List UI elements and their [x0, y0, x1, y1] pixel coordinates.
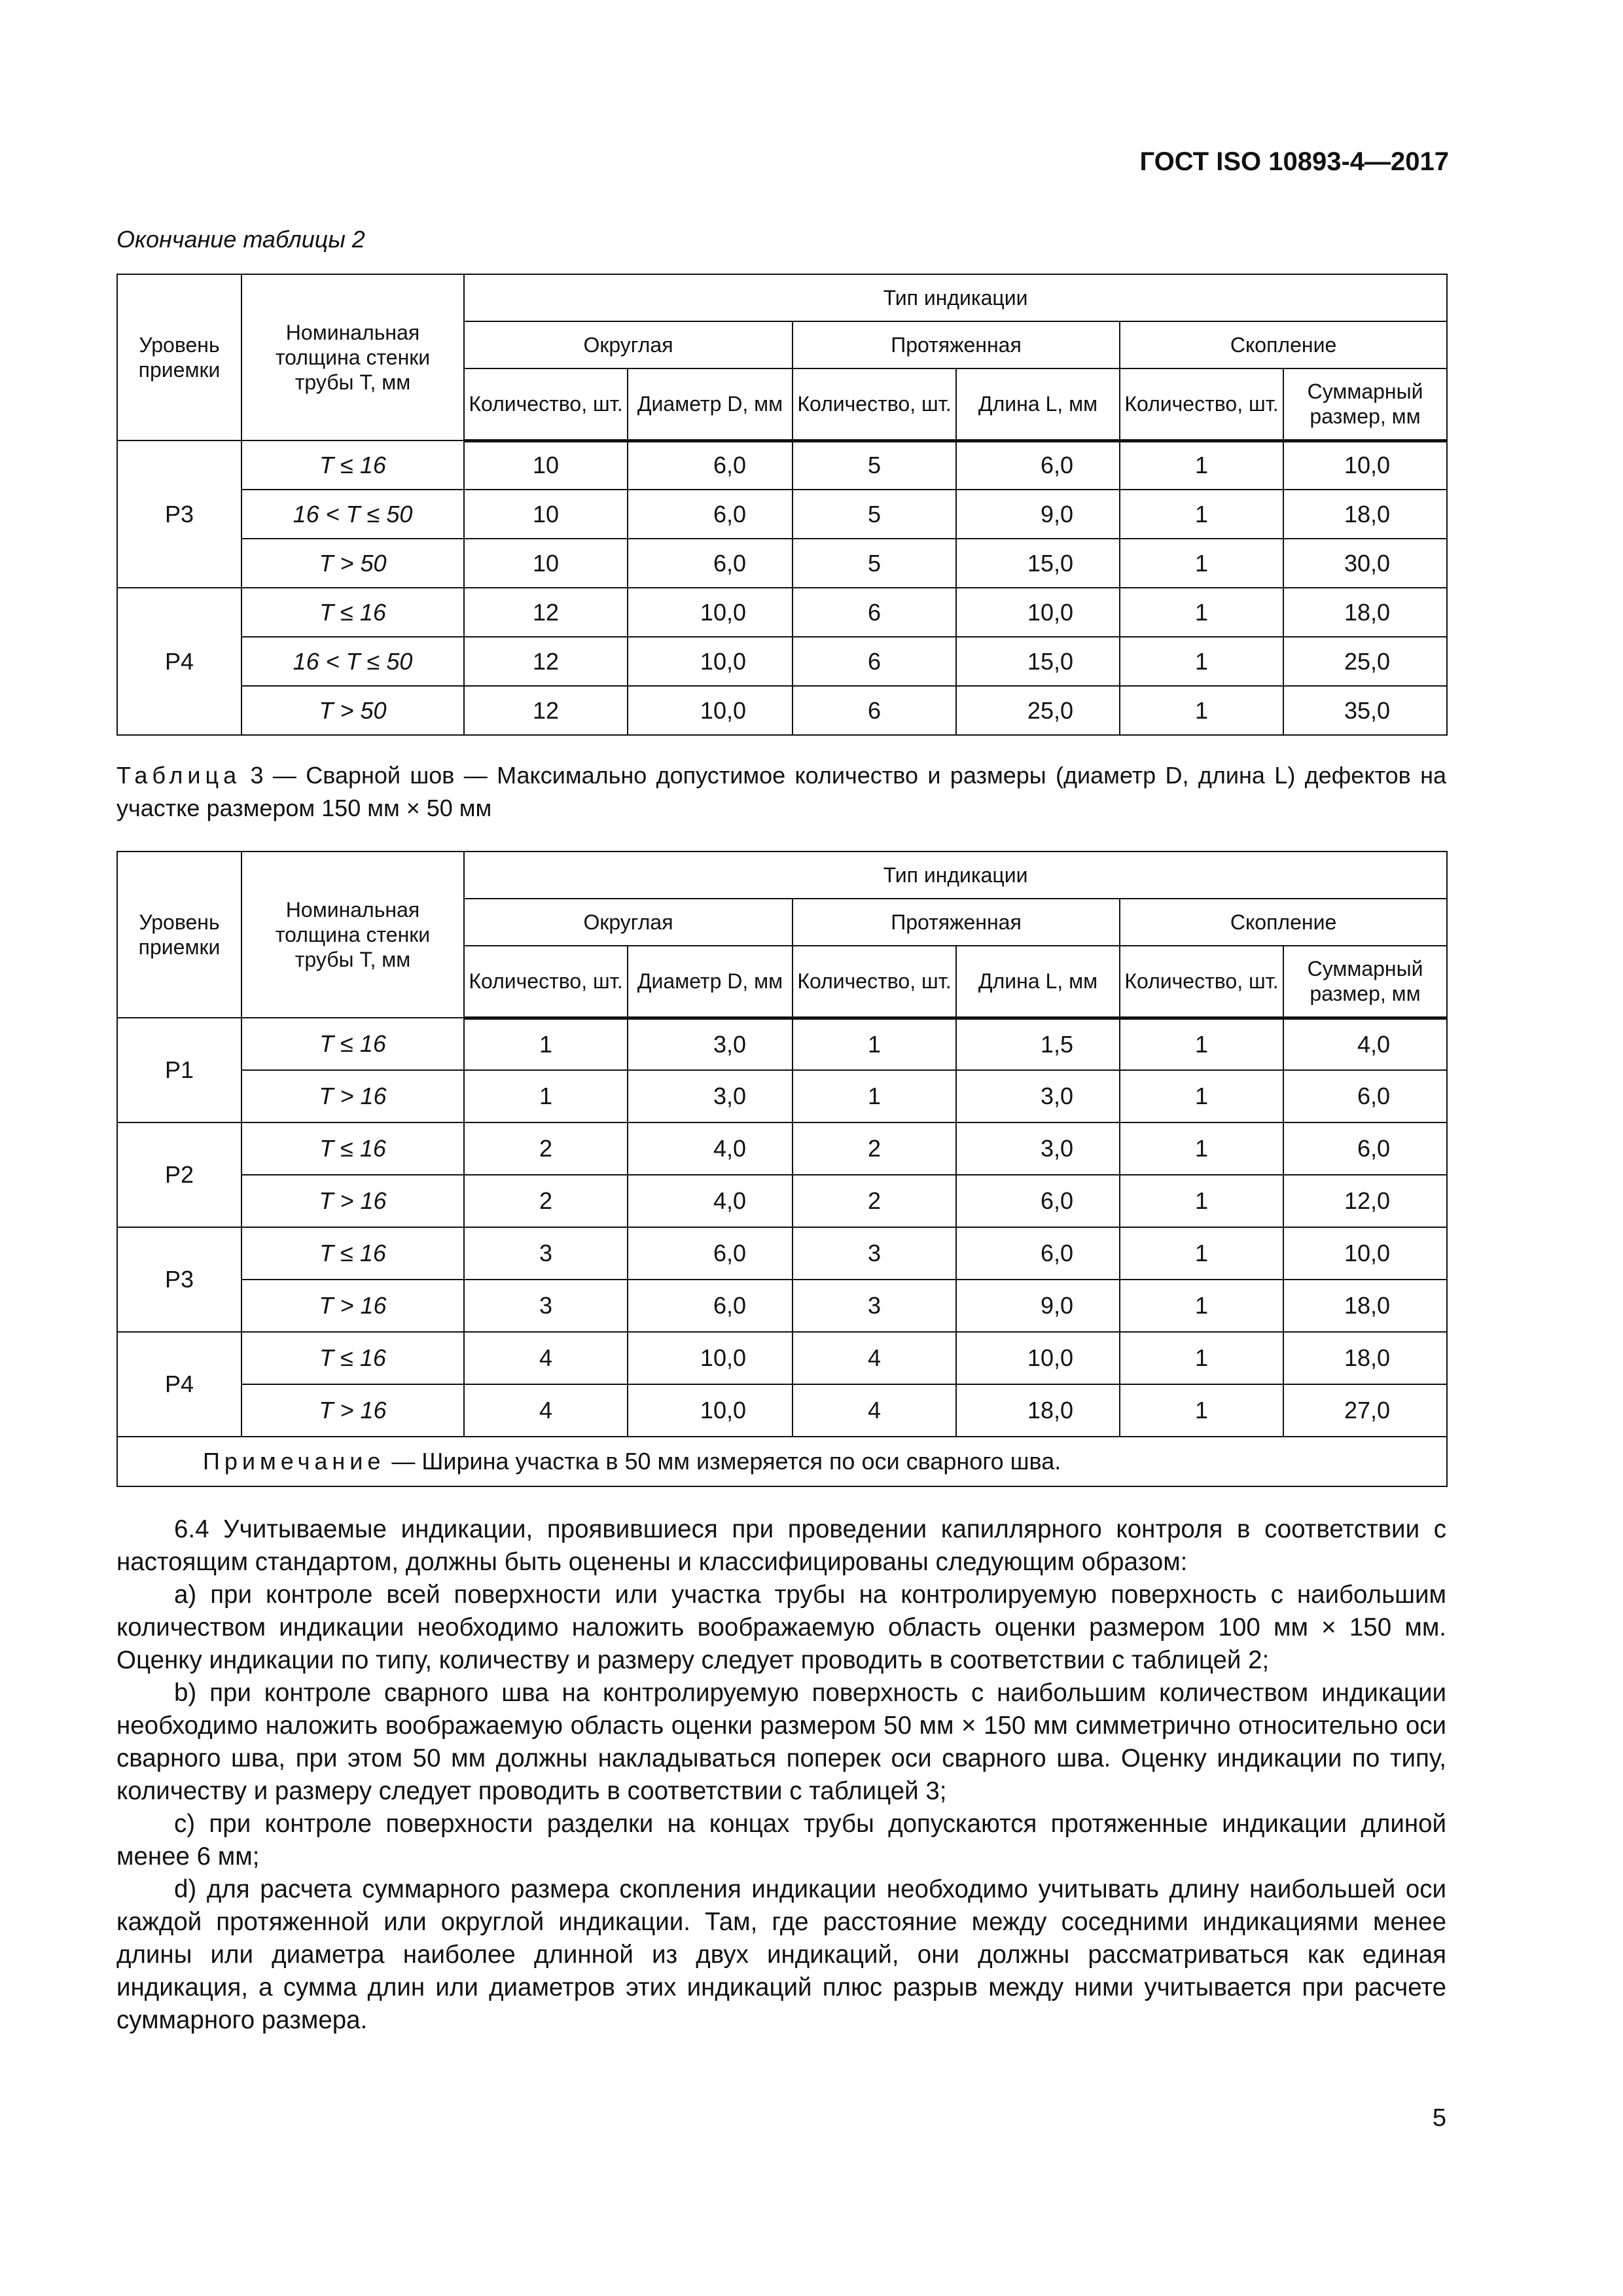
- paragraph: d) для расчета суммарного размера скопления индикации необходимо учитывать длину наибольшей оси каждой протяженной или округлой индикации. Там, где расстояние между соседними индикациями менее длины или диаметра наиболее длинной из двух индикаций, они должны рассматриваться как единая индикация, а сумма длин или диаметров этих индикаций плюс разрыв между ними учитывается при расчете суммарного размера.: [116, 1875, 1446, 2034]
- value-cell: 6,0: [628, 490, 793, 539]
- value-cell: 1: [1120, 490, 1283, 539]
- value-cell: 1: [1120, 686, 1283, 735]
- header-round: Округлая: [464, 321, 793, 368]
- table-row: [117, 637, 1447, 686]
- value-cell: 6: [793, 588, 956, 637]
- value-cell: 1: [793, 1070, 956, 1122]
- thickness-cell: T ≤ 16: [241, 1122, 464, 1175]
- header-indication-type: Тип индикации: [464, 274, 1447, 321]
- value-cell: 3: [793, 1280, 956, 1332]
- table-row: [117, 1280, 1447, 1332]
- value-cell: 1: [793, 1018, 956, 1070]
- page-number: 5: [1432, 2104, 1446, 2132]
- value-cell: 9,0: [956, 490, 1120, 539]
- value-cell: 25,0: [956, 686, 1120, 735]
- paragraph: 6.4 Учитываемые индикации, проявившиеся при проведении капиллярного контроля в соответствии с настоящим стандартом, должны быть оценены и классифицированы следующим образом:: [116, 1515, 1446, 1576]
- value-cell: 6,0: [956, 1227, 1120, 1280]
- value-cell: 4: [464, 1332, 628, 1384]
- header-length: Длина L, мм: [956, 368, 1120, 440]
- value-cell: 1: [1120, 1175, 1283, 1227]
- value-cell: 6,0: [628, 1280, 793, 1332]
- value-cell: 6,0: [1283, 1122, 1447, 1175]
- header-qty: Количество, шт.: [793, 368, 956, 440]
- header-round: Округлая: [464, 899, 793, 946]
- value-cell: 6: [793, 637, 956, 686]
- header-qty: Количество, шт.: [1120, 946, 1283, 1018]
- header-total-size: Суммарный размер, мм: [1283, 368, 1447, 440]
- header-total-size: Суммарный размер, мм: [1283, 946, 1447, 1018]
- value-cell: 10,0: [956, 1332, 1120, 1384]
- value-cell: 1: [1120, 1122, 1283, 1175]
- header-qty: Количество, шт.: [464, 946, 628, 1018]
- value-cell: 4,0: [628, 1175, 793, 1227]
- thickness-cell: T ≤ 16: [241, 440, 464, 490]
- value-cell: 2: [464, 1122, 628, 1175]
- value-cell: 18,0: [1283, 1280, 1447, 1332]
- paragraph: a) при контроле всей поверхности или участка трубы на контролируемую поверхность с наибольшим количеством индикации необходимо наложить воображаемую область оценки размером 100 мм × 150 мм. Оценку индикации по типу, количеству и размеру следует проводить в соответствии с таблицей 2;: [116, 1581, 1446, 1674]
- level-cell: P3: [117, 440, 241, 588]
- table-row: [117, 686, 1447, 735]
- level-cell: P4: [117, 1332, 241, 1437]
- value-cell: 10,0: [628, 637, 793, 686]
- table-row: [117, 1332, 1447, 1384]
- table-row: [117, 1227, 1447, 1280]
- thickness-cell: T ≤ 16: [241, 1018, 464, 1070]
- header-thickness: Номинальная толщина стенки трубы T, мм: [241, 274, 464, 440]
- thickness-cell: T > 16: [241, 1384, 464, 1437]
- value-cell: 10,0: [1283, 1227, 1447, 1280]
- table-row: [117, 440, 1447, 490]
- value-cell: 10: [464, 490, 628, 539]
- value-cell: 3: [464, 1227, 628, 1280]
- header-qty: Количество, шт.: [1120, 368, 1283, 440]
- value-cell: 1: [464, 1070, 628, 1122]
- value-cell: 12: [464, 588, 628, 637]
- value-cell: 6,0: [628, 440, 793, 490]
- value-cell: 10: [464, 440, 628, 490]
- thickness-cell: T ≤ 16: [241, 1332, 464, 1384]
- value-cell: 12,0: [1283, 1175, 1447, 1227]
- thickness-cell: T ≤ 16: [241, 1227, 464, 1280]
- value-cell: 27,0: [1283, 1384, 1447, 1437]
- value-cell: 5: [793, 490, 956, 539]
- table-row: [117, 1384, 1447, 1437]
- level-cell: P4: [117, 588, 241, 735]
- table-row: [117, 539, 1447, 588]
- value-cell: 4,0: [628, 1122, 793, 1175]
- value-cell: 1: [1120, 440, 1283, 490]
- table-row: [117, 1070, 1447, 1122]
- value-cell: 6: [793, 686, 956, 735]
- value-cell: 15,0: [956, 637, 1120, 686]
- table-3: [116, 851, 1448, 1487]
- header-qty: Количество, шт.: [464, 368, 628, 440]
- value-cell: 4: [793, 1384, 956, 1437]
- value-cell: 9,0: [956, 1280, 1120, 1332]
- table-row: [117, 588, 1447, 637]
- document-code: ГОСТ ISO 10893-4—2017: [1139, 147, 1449, 176]
- value-cell: 2: [464, 1175, 628, 1227]
- header-extended: Протяженная: [793, 899, 1120, 946]
- level-cell: P1: [117, 1018, 241, 1122]
- value-cell: 18,0: [1283, 490, 1447, 539]
- value-cell: 6,0: [628, 539, 793, 588]
- table-row: [117, 1018, 1447, 1070]
- value-cell: 1: [1120, 1280, 1283, 1332]
- value-cell: 18,0: [956, 1384, 1120, 1437]
- section-6-4: [116, 1513, 1446, 2037]
- note-text: — Ширина участка в 50 мм измеряется по оси сварного шва.: [391, 1448, 1061, 1475]
- value-cell: 6,0: [628, 1227, 793, 1280]
- header-diameter: Диаметр D, мм: [628, 946, 793, 1018]
- header-length: Длина L, мм: [956, 946, 1120, 1018]
- table3-caption-label: Таблица: [116, 762, 241, 789]
- value-cell: 10,0: [628, 1384, 793, 1437]
- value-cell: 4: [464, 1384, 628, 1437]
- header-thickness: Номинальная толщина стенки трубы T, мм: [241, 852, 464, 1018]
- value-cell: 2: [793, 1175, 956, 1227]
- header-cluster: Скопление: [1120, 321, 1447, 368]
- value-cell: 5: [793, 440, 956, 490]
- value-cell: 5: [793, 539, 956, 588]
- thickness-cell: T > 16: [241, 1175, 464, 1227]
- value-cell: 6,0: [1283, 1070, 1447, 1122]
- value-cell: 18,0: [1283, 588, 1447, 637]
- value-cell: 3,0: [956, 1122, 1120, 1175]
- value-cell: 10,0: [628, 588, 793, 637]
- table-row: [117, 1175, 1447, 1227]
- value-cell: 1: [1120, 1018, 1283, 1070]
- thickness-cell: T > 50: [241, 686, 464, 735]
- value-cell: 10,0: [628, 686, 793, 735]
- level-cell: P3: [117, 1227, 241, 1332]
- value-cell: 30,0: [1283, 539, 1447, 588]
- value-cell: 12: [464, 637, 628, 686]
- level-cell: P2: [117, 1122, 241, 1227]
- header-level: Уровень приемки: [117, 852, 241, 1018]
- value-cell: 1: [1120, 637, 1283, 686]
- value-cell: 35,0: [1283, 686, 1447, 735]
- value-cell: 1: [1120, 1070, 1283, 1122]
- value-cell: 6,0: [956, 1175, 1120, 1227]
- value-cell: 1: [1120, 1227, 1283, 1280]
- paragraph: b) при контроле сварного шва на контролируемую поверхность с наибольшим количеством индикации необходимо наложить воображаемую область оценки размером 50 мм × 150 мм симметрично относительно оси сварного шва, при этом 50 мм должны накладываться поперек оси сварного шва. Оценку индикации по типу, количеству и размеру следует проводить в соответствии с таблицей 3;: [116, 1679, 1446, 1805]
- table3-caption-text: 3 — Сварной шов — Максимально допустимое количество и размеры (диаметр D, длина L) дефектов на участке размером 150 мм × 50 мм: [116, 762, 1446, 821]
- value-cell: 4: [793, 1332, 956, 1384]
- value-cell: 10,0: [628, 1332, 793, 1384]
- value-cell: 3,0: [628, 1018, 793, 1070]
- header-level: Уровень приемки: [117, 274, 241, 440]
- value-cell: 3,0: [956, 1070, 1120, 1122]
- value-cell: 4,0: [1283, 1018, 1447, 1070]
- value-cell: 3,0: [628, 1070, 793, 1122]
- header-cluster: Скопление: [1120, 899, 1447, 946]
- paragraph: c) при контроле поверхности разделки на концах трубы допускаются протяженные индикации длиной менее 6 мм;: [116, 1810, 1446, 1871]
- value-cell: 1: [464, 1018, 628, 1070]
- header-diameter: Диаметр D, мм: [628, 368, 793, 440]
- note-label: Примечание: [203, 1448, 385, 1475]
- thickness-cell: T > 16: [241, 1070, 464, 1122]
- value-cell: 3: [464, 1280, 628, 1332]
- value-cell: 1: [1120, 1384, 1283, 1437]
- table3-caption: [116, 759, 1446, 825]
- value-cell: 1: [1120, 588, 1283, 637]
- thickness-cell: T > 16: [241, 1280, 464, 1332]
- table3-note: [117, 1437, 1447, 1486]
- value-cell: 1: [1120, 539, 1283, 588]
- value-cell: 1,5: [956, 1018, 1120, 1070]
- thickness-cell: 16 < T ≤ 50: [241, 637, 464, 686]
- thickness-cell: T > 50: [241, 539, 464, 588]
- value-cell: 25,0: [1283, 637, 1447, 686]
- value-cell: 15,0: [956, 539, 1120, 588]
- thickness-cell: T ≤ 16: [241, 588, 464, 637]
- table-row: [117, 1122, 1447, 1175]
- header-extended: Протяженная: [793, 321, 1120, 368]
- table-row: [117, 490, 1447, 539]
- value-cell: 18,0: [1283, 1332, 1447, 1384]
- value-cell: 3: [793, 1227, 956, 1280]
- thickness-cell: 16 < T ≤ 50: [241, 490, 464, 539]
- value-cell: 10,0: [1283, 440, 1447, 490]
- table-note-row: [117, 1437, 1447, 1486]
- table2-caption: Окончание таблицы 2: [116, 226, 365, 253]
- table-2: [116, 274, 1448, 736]
- value-cell: 6,0: [956, 440, 1120, 490]
- value-cell: 10: [464, 539, 628, 588]
- value-cell: 1: [1120, 1332, 1283, 1384]
- value-cell: 10,0: [956, 588, 1120, 637]
- header-qty: Количество, шт.: [793, 946, 956, 1018]
- header-indication-type: Тип индикации: [464, 852, 1447, 899]
- value-cell: 2: [793, 1122, 956, 1175]
- value-cell: 12: [464, 686, 628, 735]
